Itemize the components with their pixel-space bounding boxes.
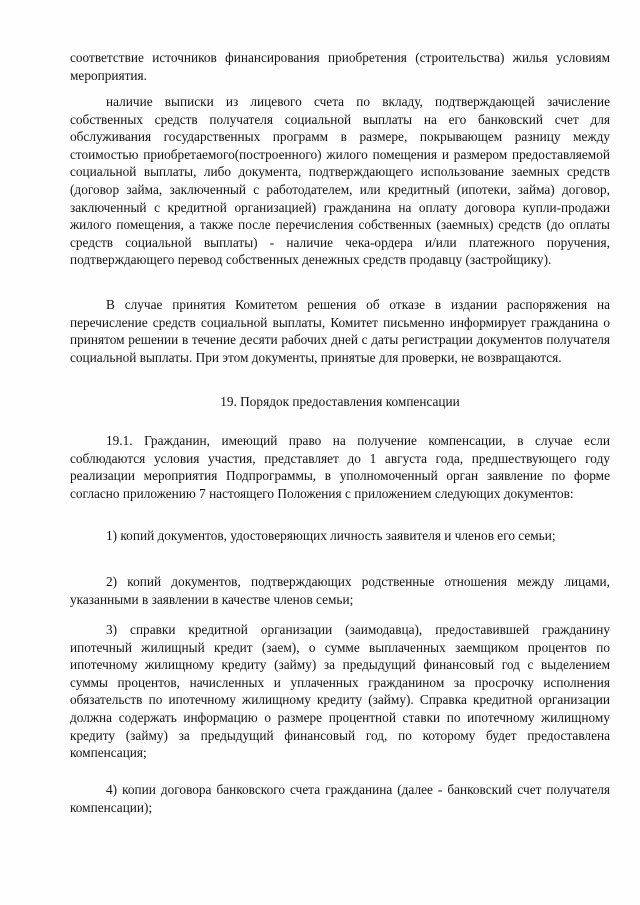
paragraph-bank-statement: наличие выписки из лицевого счета по вкладу, подтверждающей зачисление собственных средств получателя социальной выплаты на его банковский счет для обслуживания государственных программ в размере, покрывающем разницу между стоимостью приобретаемого(построенного) жилого помещения и размером предоставляемой социальной выплаты, либо документа, подтверждающего использование заемных средств (договор займа, заключенный с работодателем, или кредитный (ипотеки, займа) договор, заключенный с кредитной организацией) гражданина на оплату договора купли-продажи жилого помещения, а также после перечисления собственных (заемных) средств (до оплаты средств социальной выплаты) - наличие чека-ордера и/или платежного поручения, подтверждающего перевод собственных денежных средств продавцу (застройщику). <box>70 94 610 268</box>
list-item-3: 3) справки кредитной организации (заимодавца), предоставившей гражданину ипотечный жилищный кредит (заем), о сумме выплаченных заемщиком процентов по ипотечному жилищному кредиту (займу) за предыдущий финансовый год с выделением суммы процентов, начисленных и уплаченных гражданином за просрочку исполнения обязательств по ипотечному жилищному кредиту (займу). Справка кредитной организации должна содержать информацию о размере процентной ставки по ипотечному жилищному кредиту (займу) за предыдущий финансовый год, по которому будет предоставлена компенсация; <box>70 622 610 761</box>
section-heading: 19. Порядок предоставления компенсации <box>220 394 460 409</box>
list-item-2: 2) копий документов, подтверждающих родственные отношения между лицами, указанными в заявлении в качестве членов семьи; <box>70 574 610 607</box>
list-item-4: 4) копии договора банковского счета гражданина (далее - банковский счет получателя компенсации); <box>70 782 610 815</box>
list-item-1: 1) копий документов, удостоверяющих личность заявителя и членов его семьи; <box>106 528 556 543</box>
paragraph-refusal: В случае принятия Комитетом решения об отказе в издании распоряжения на перечисление средств социальной выплаты, Комитет письменно информирует гражданина о принятом решении в течение десяти рабочих дней с даты регистрации документов получателя социальной выплаты. При этом документы, принятые для проверки, не возвращаются. <box>70 297 610 365</box>
paragraph-continuation: соответствие источников финансирования приобретения (строительства) жилья условиям мероприятия. <box>70 50 610 83</box>
paragraph-19-1: 19.1. Гражданин, имеющий право на получение компенсации, в случае если соблюдаются условия участия, представляет до 1 августа года, предшествующего году реализации мероприятия Подпрограммы, в уполномоченный орган заявление по форме согласно приложению 7 настоящего Положения с приложением следующих документов: <box>70 433 610 501</box>
